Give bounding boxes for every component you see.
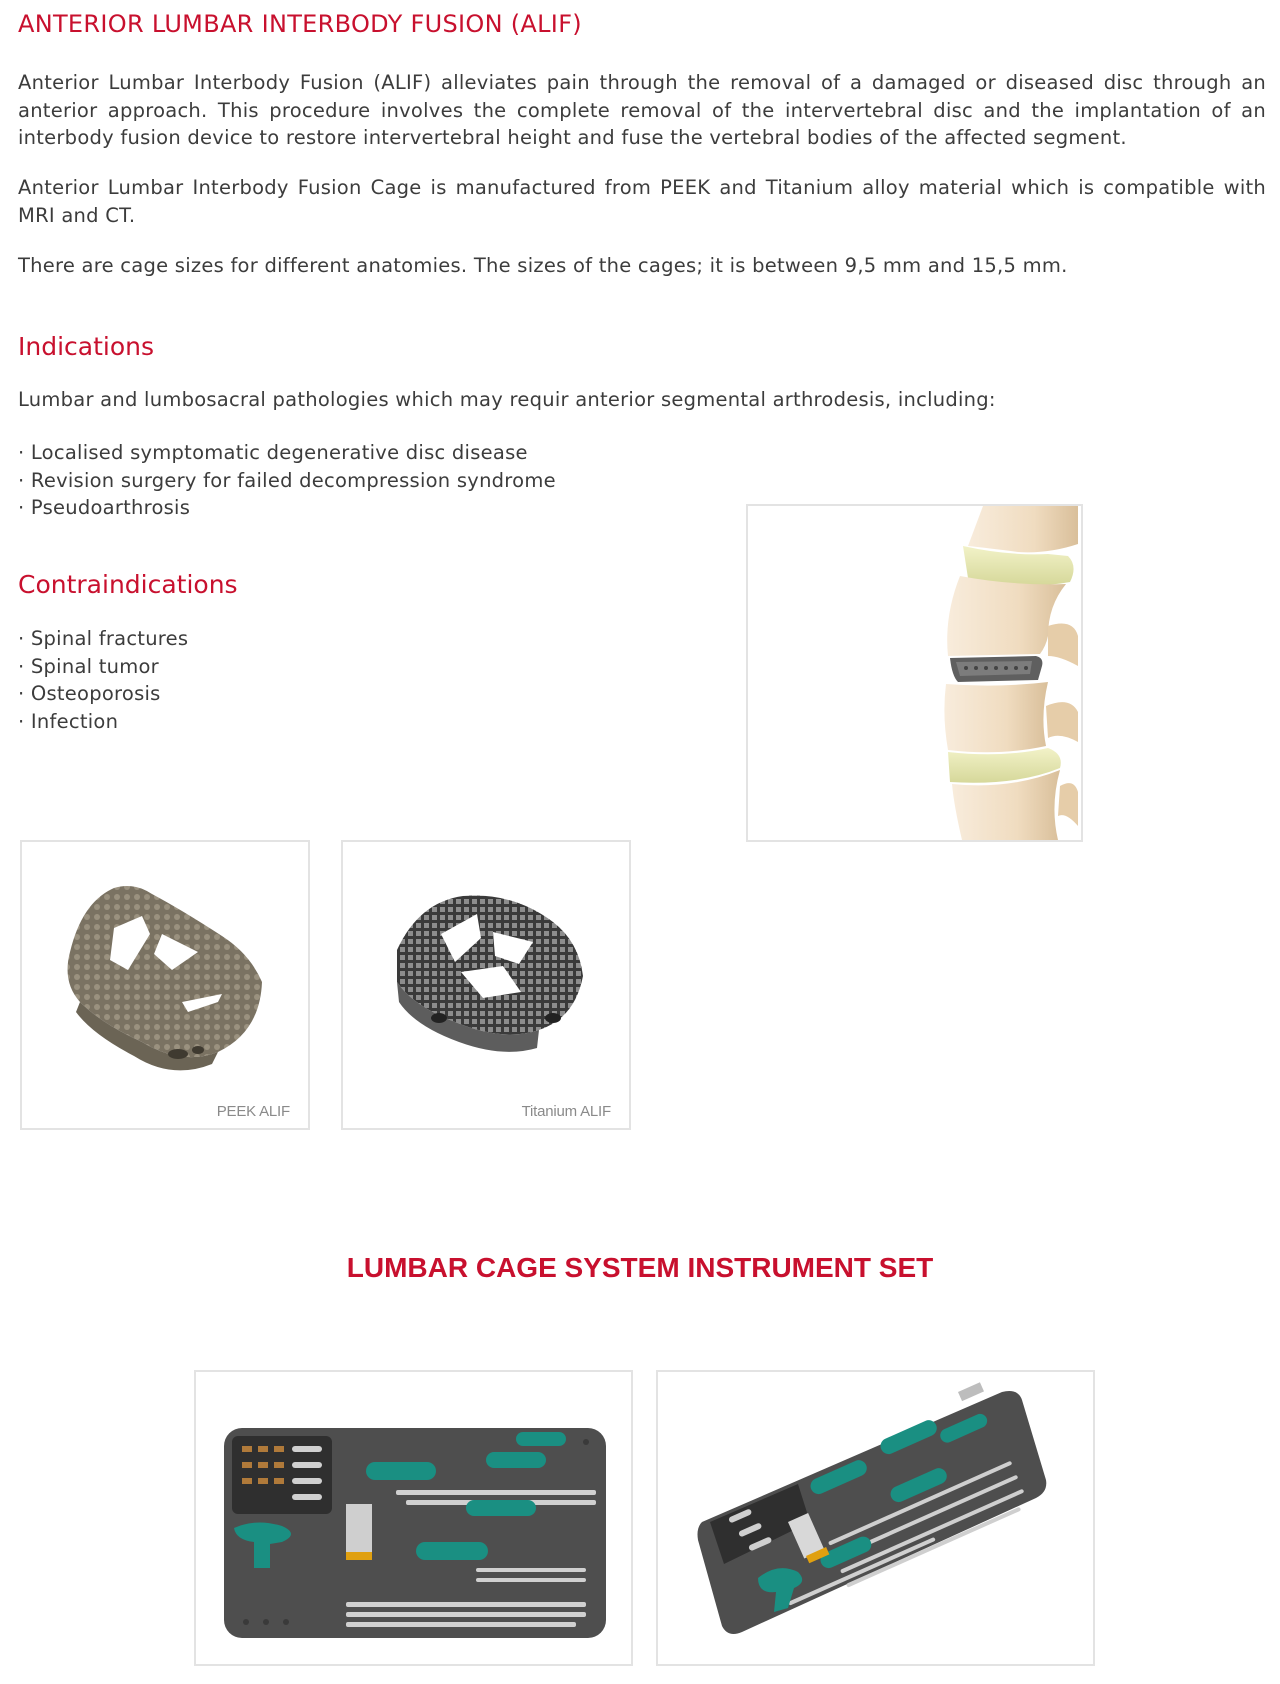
peek-cage-icon <box>22 842 308 1082</box>
indications-heading: Indications <box>18 332 155 361</box>
peek-alif-caption: PEEK ALIF <box>216 1103 290 1120</box>
intro-paragraph: Anterior Lumbar Interbody Fusion (ALIF) alleviates pain through the removal of a damaged or diseased disc through an anterior approach. This procedure involves the complete removal of the intervertebral disc and the implantation of an interbody fusion device to restore intervertebral height and fuse the vertebral bodies of the affected segment. <box>18 71 1266 149</box>
list-item: · Spinal tumor <box>18 653 188 681</box>
contraindications-heading: Contraindications <box>18 570 238 599</box>
instrument-set-title: LUMBAR CAGE SYSTEM INSTRUMENT SET <box>346 1252 934 1283</box>
instrument-tray-icon <box>196 1372 631 1664</box>
page-title: ANTERIOR LUMBAR INTERBODY FUSION (ALIF) <box>18 10 582 38</box>
indications-list <box>18 439 556 522</box>
indications-intro: Lumbar and lumbosacral pathologies which may requir anterior segmental arthrodesis, including: <box>18 388 996 411</box>
list-item: · Osteoporosis <box>18 680 188 708</box>
titanium-cage-icon <box>343 842 629 1082</box>
list-item: · Spinal fractures <box>18 625 188 653</box>
list-item: · Localised symptomatic degenerative disc disease <box>18 439 556 467</box>
instrument-tray-left <box>194 1370 633 1666</box>
material-paragraph: Anterior Lumbar Interbody Fusion Cage is manufactured from PEEK and Titanium alloy material which is compatible with MRI and CT. <box>18 176 1266 227</box>
instrument-tray-angled-icon <box>658 1372 1093 1664</box>
instrument-tray-right <box>656 1370 1095 1666</box>
list-item: · Pseudoarthrosis <box>18 494 556 522</box>
titanium-alif-card <box>341 840 631 1130</box>
contraindications-list <box>18 625 188 735</box>
titanium-alif-caption: Titanium ALIF <box>521 1103 611 1120</box>
list-item: · Revision surgery for failed decompression syndrome <box>18 467 556 495</box>
spine-icon <box>748 506 1081 840</box>
sizes-paragraph: There are cage sizes for different anatomies. The sizes of the cages; it is between 9,5 mm and 15,5 mm. <box>18 254 1068 277</box>
peek-alif-card <box>20 840 310 1130</box>
spine-illustration <box>746 504 1083 842</box>
list-item: · Infection <box>18 708 188 736</box>
